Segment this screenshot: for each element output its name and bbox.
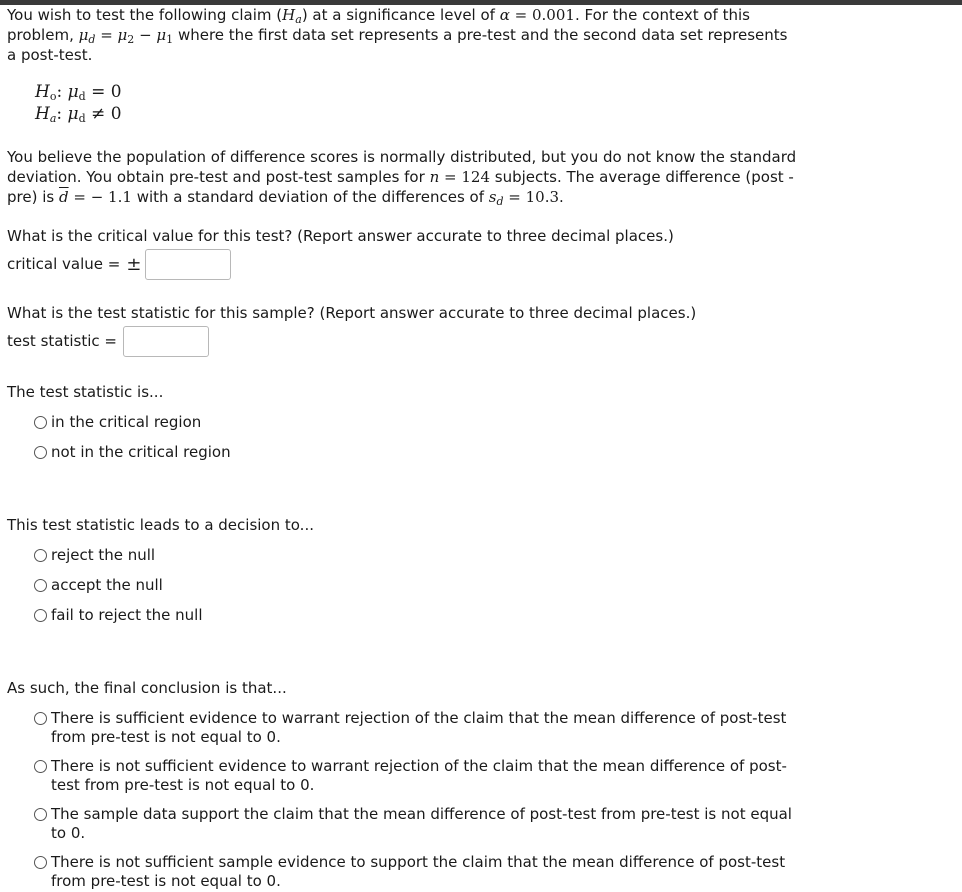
option-label: There is not sufficient sample evidence to support the claim that the mean difference of post-test from pre-test is not equal to 0. [51,853,786,890]
dbar-symbol: $\overline{d}$ [58,188,69,206]
conclusion-section [7,678,797,891]
mu-minus: − μ [139,26,167,44]
conclusion-option-3[interactable] [34,805,797,843]
conclusion-option-1[interactable] [34,709,797,747]
critical-value-label: critical value = [7,255,121,273]
region-section [7,382,797,462]
alpha-value: = 0.001 [514,6,575,24]
decision-option-fail-to-reject[interactable] [34,606,797,625]
conclusion-option-4[interactable] [34,853,797,891]
scenario-paragraph [7,147,797,207]
critical-value-question: What is the critical value for this test? (Report answer accurate to three decimal places.) [7,227,674,245]
decision-options [7,546,797,625]
option-label: The sample data support the claim that the mean difference of post-test from pre-test is not equal to 0. [51,805,792,842]
region-option-critical[interactable] [34,413,797,432]
scenario-text-1: You believe the population of difference scores is normally distributed, but you do not know the standard deviation. You obtain pre-test and post-test samples for [7,148,797,186]
decision-option-reject[interactable] [34,546,797,565]
option-label: fail to reject the null [51,606,203,624]
option-label: There is sufficient evidence to warrant rejection of the claim that the mean difference of post-test from pre-test is not equal to 0. [51,709,787,746]
radio-button[interactable] [34,446,47,459]
option-label: reject the null [51,546,156,564]
scenario-text-3: with a standard deviation of the differences of [136,188,484,206]
null-hypothesis-value: = 0 [91,82,122,102]
hypotheses [35,81,797,125]
decision-prompt: This test statistic leads to a decision to... [7,516,314,534]
radio-button[interactable] [34,808,47,821]
test-statistic-input[interactable] [123,326,209,357]
sd-symbol: $s_d$ [488,188,504,208]
dbar-value: = − 1.1 [73,188,132,206]
option-label: not in the critical region [51,443,231,461]
test-statistic-label: test statistic = [7,332,117,350]
mu-equation: = μ [100,26,128,44]
ha-symbol: $H_a$ [282,6,302,26]
option-label: in the critical region [51,413,202,431]
radio-button[interactable] [34,416,47,429]
scenario-text-4: . [559,188,564,206]
mu-d-symbol: $\mu_d$ [78,26,96,46]
option-label: There is not sufficient evidence to warrant rejection of the claim that the mean difference of post-test from pre-test is not equal to 0. [51,757,787,794]
radio-button[interactable] [34,609,47,622]
region-options [7,413,797,462]
null-hypothesis: $H_o$: $\mu_d = 0$ [35,82,122,103]
region-option-not-critical[interactable] [34,443,797,462]
test-statistic-row [7,324,797,358]
option-label: accept the null [51,576,163,594]
n-value: = 124 [444,168,490,186]
conclusion-option-2[interactable] [34,757,797,795]
conclusion-prompt: As such, the final conclusion is that... [7,679,287,697]
radio-button[interactable] [34,549,47,562]
radio-button[interactable] [34,856,47,869]
alpha-symbol: α [499,6,510,24]
radio-button[interactable] [34,579,47,592]
sd-value: = 10.3 [508,188,560,206]
alternative-hypothesis: $H_a$: $\mu_d \ne 0$ [35,104,122,125]
test-statistic-question: What is the test statistic for this sample? (Report answer accurate to three decimal places.) [7,304,697,322]
plus-minus-symbol: ± [126,253,142,275]
radio-button[interactable] [34,760,47,773]
radio-button[interactable] [34,712,47,725]
decision-section [7,515,797,625]
critical-value-row [7,247,797,281]
decision-option-accept[interactable] [34,576,797,595]
intro-text-3: . For the context of this problem, [7,6,750,44]
question-page [7,5,797,891]
n-symbol: n [429,168,440,186]
conclusion-options [7,709,797,891]
critical-value-input[interactable] [145,249,231,280]
region-prompt: The test statistic is... [7,383,164,401]
intro-text-4: where the first data set represents a pre-test and the second data set represents a post-test. [7,26,788,64]
intro-text-1: You wish to test the following claim ( [7,6,283,24]
alt-hypothesis-value: ≠ 0 [91,104,122,124]
intro-paragraph: You wish to test the following claim $(H_a)$ at a significance level of α = 0.001. For the context of this problem, $\mu_d = \mu_2 - \mu_1$ where the first data set represents a pre-test and the second data set represents a post-test. [7,6,788,64]
scenario-text-2: subjects. The average difference (post - pre) is [7,168,794,206]
intro-text-2: ) at a significance level of [301,6,495,24]
